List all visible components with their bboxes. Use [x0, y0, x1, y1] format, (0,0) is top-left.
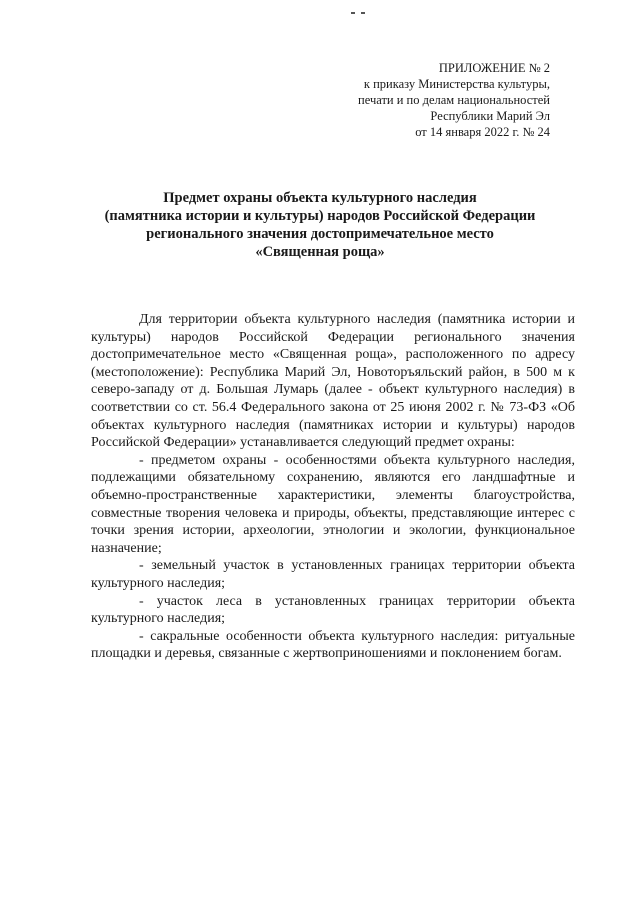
appendix-header: [358, 60, 550, 140]
protection-item-forest: - участок леса в установленных границах территории объекта культурного наследия;: [91, 593, 575, 627]
title-line-4: «Священная роща»: [255, 244, 385, 260]
scan-artifact-mark: [351, 12, 365, 14]
appendix-order-ref: к приказу Министерства культуры,: [363, 77, 550, 91]
appendix-number: ПРИЛОЖЕНИЕ № 2: [438, 61, 550, 75]
document-body: [91, 311, 575, 663]
title-line-3: регионального значения достопримечательное место: [146, 226, 494, 242]
title-line-1: Предмет охраны объекта культурного наследия: [163, 190, 477, 206]
appendix-republic: Республики Марий Эл: [430, 109, 550, 123]
intro-paragraph: Для территории объекта культурного наследия (памятника истории и культуры) народов Российской Федерации регионального значения достопримечательное место «Священная роща», расположенного по адресу (местоположение): Республика Марий Эл, Новоторъяльский район, в 500 м к северо-западу от д. Большая Лумарь (далее - объект культурного наследия) в соответствии со ст. 56.4 Федерального закона от 25 июня 2002 г. № 73-ФЗ «Об объектах культурного наследия (памятниках истории и культуры) народов Российской Федерации» устанавливается следующий предмет охраны:: [91, 312, 575, 451]
title-line-2: (памятника истории и культуры) народов Российской Федерации: [104, 208, 536, 224]
appendix-ministry: печати и по делам национальностей: [358, 93, 550, 107]
protection-item-sacral: - сакральные особенности объекта культурного наследия: ритуальные площадки и деревья, связанные с жертвоприношениями и поклонением богам.: [91, 628, 575, 662]
protection-item-features: - предметом охраны - особенностями объекта культурного наследия, подлежащими обязательному сохранению, являются его ландшафтные и объемно-пространственные характеристики, элементы благоустройства, совместные творения человека и природы, объекты, представляющие интерес с точки зрения истории, археологии, этнологии и экологии, функциональное назначение;: [91, 452, 575, 556]
protection-item-land-plot: - земельный участок в установленных границах территории объекта культурного наследия;: [91, 558, 575, 591]
appendix-date: от 14 января 2022 г. № 24: [415, 125, 550, 139]
document-title: [60, 189, 580, 261]
